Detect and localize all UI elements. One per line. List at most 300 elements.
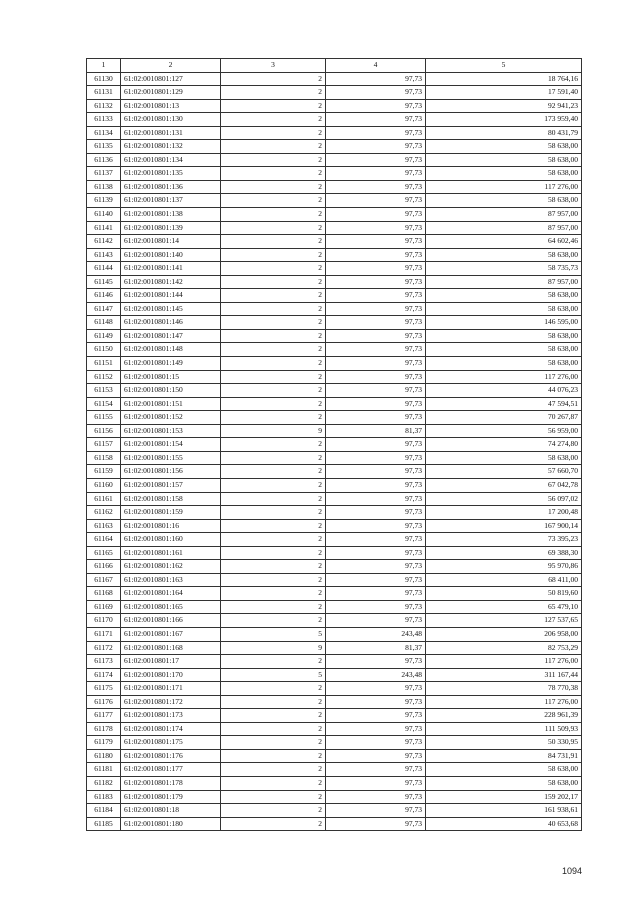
table-cell-col-2: 61:02:0010801:152 xyxy=(121,411,221,425)
table-cell-col-4: 97,73 xyxy=(326,817,426,831)
table-row xyxy=(87,451,582,465)
table-cell-col-2: 61:02:0010801:129 xyxy=(121,86,221,100)
table-cell-col-2: 61:02:0010801:157 xyxy=(121,478,221,492)
table-row xyxy=(87,384,582,398)
table-cell-col-4: 97,73 xyxy=(326,790,426,804)
table-cell-col-2: 61:02:0010801:144 xyxy=(121,289,221,303)
table-cell-col-1: 61182 xyxy=(87,776,121,790)
table-cell-col-5: 92 941,23 xyxy=(426,99,582,113)
table-cell-col-5: 58 638,00 xyxy=(426,248,582,262)
table-cell-col-2: 61:02:0010801:16 xyxy=(121,519,221,533)
table-cell-col-3: 2 xyxy=(221,533,326,547)
table-cell-col-1: 61165 xyxy=(87,546,121,560)
table-cell-col-5: 70 267,87 xyxy=(426,411,582,425)
table-cell-col-4: 81,37 xyxy=(326,424,426,438)
table-cell-col-1: 61164 xyxy=(87,533,121,547)
table-cell-col-2: 61:02:0010801:137 xyxy=(121,194,221,208)
table-cell-col-5: 84 731,91 xyxy=(426,749,582,763)
table-cell-col-4: 97,73 xyxy=(326,614,426,628)
table-row xyxy=(87,749,582,763)
table-cell-col-3: 2 xyxy=(221,397,326,411)
table-row xyxy=(87,113,582,127)
table-cell-col-3: 2 xyxy=(221,478,326,492)
table-cell-col-1: 61161 xyxy=(87,492,121,506)
table-cell-col-3: 2 xyxy=(221,370,326,384)
table-cell-col-4: 97,73 xyxy=(326,167,426,181)
table-cell-col-4: 97,73 xyxy=(326,397,426,411)
table-row xyxy=(87,722,582,736)
table-cell-col-4: 243,48 xyxy=(326,627,426,641)
table-cell-col-3: 2 xyxy=(221,451,326,465)
table-cell-col-1: 61142 xyxy=(87,235,121,249)
table-cell-col-5: 87 957,00 xyxy=(426,208,582,222)
table-cell-col-5: 87 957,00 xyxy=(426,221,582,235)
table-cell-col-5: 206 958,00 xyxy=(426,627,582,641)
table-cell-col-5: 56 959,00 xyxy=(426,424,582,438)
table-cell-col-2: 61:02:0010801:165 xyxy=(121,600,221,614)
table-cell-col-5: 58 638,00 xyxy=(426,763,582,777)
table-row xyxy=(87,573,582,587)
table-cell-col-1: 61185 xyxy=(87,817,121,831)
table-cell-col-5: 95 970,86 xyxy=(426,560,582,574)
table-cell-col-3: 2 xyxy=(221,736,326,750)
table-cell-col-3: 2 xyxy=(221,316,326,330)
table-cell-col-3: 2 xyxy=(221,465,326,479)
table-cell-col-5: 173 959,40 xyxy=(426,113,582,127)
table-cell-col-1: 61145 xyxy=(87,275,121,289)
table-cell-col-4: 97,73 xyxy=(326,289,426,303)
table-cell-col-2: 61:02:0010801:134 xyxy=(121,153,221,167)
table-cell-col-1: 61158 xyxy=(87,451,121,465)
table-cell-col-2: 61:02:0010801:138 xyxy=(121,208,221,222)
table-cell-col-5: 161 938,61 xyxy=(426,804,582,818)
table-cell-col-4: 97,73 xyxy=(326,804,426,818)
table-cell-col-3: 2 xyxy=(221,275,326,289)
table-row xyxy=(87,804,582,818)
table-row xyxy=(87,153,582,167)
table-cell-col-3: 2 xyxy=(221,438,326,452)
table-cell-col-3: 2 xyxy=(221,248,326,262)
table-cell-col-1: 61162 xyxy=(87,506,121,520)
table-cell-col-4: 97,73 xyxy=(326,546,426,560)
table-cell-col-3: 2 xyxy=(221,208,326,222)
table-cell-col-5: 58 638,00 xyxy=(426,329,582,343)
table-cell-col-3: 2 xyxy=(221,804,326,818)
table-row xyxy=(87,275,582,289)
table-cell-col-5: 50 819,60 xyxy=(426,587,582,601)
table-cell-col-2: 61:02:0010801:145 xyxy=(121,302,221,316)
table-cell-col-4: 97,73 xyxy=(326,763,426,777)
table-cell-col-2: 61:02:0010801:154 xyxy=(121,438,221,452)
table-cell-col-3: 2 xyxy=(221,126,326,140)
table-cell-col-5: 82 753,29 xyxy=(426,641,582,655)
table-cell-col-5: 58 638,00 xyxy=(426,194,582,208)
table-cell-col-3: 2 xyxy=(221,722,326,736)
table-cell-col-3: 2 xyxy=(221,411,326,425)
table-cell-col-3: 2 xyxy=(221,560,326,574)
table-cell-col-2: 61:02:0010801:180 xyxy=(121,817,221,831)
column-header-5: 5 xyxy=(426,59,582,73)
table-cell-col-2: 61:02:0010801:171 xyxy=(121,682,221,696)
table-cell-col-1: 61156 xyxy=(87,424,121,438)
table-cell-col-5: 117 276,00 xyxy=(426,695,582,709)
table-cell-col-3: 9 xyxy=(221,641,326,655)
table-row xyxy=(87,478,582,492)
table-cell-col-4: 97,73 xyxy=(326,316,426,330)
table-cell-col-3: 2 xyxy=(221,194,326,208)
table-cell-col-1: 61184 xyxy=(87,804,121,818)
table-cell-col-3: 2 xyxy=(221,790,326,804)
table-cell-col-1: 61139 xyxy=(87,194,121,208)
table-cell-col-1: 61136 xyxy=(87,153,121,167)
table-cell-col-3: 2 xyxy=(221,72,326,86)
table-cell-col-3: 2 xyxy=(221,221,326,235)
table-row xyxy=(87,424,582,438)
table-cell-col-3: 2 xyxy=(221,384,326,398)
table-cell-col-5: 58 638,00 xyxy=(426,357,582,371)
table-cell-col-1: 61170 xyxy=(87,614,121,628)
page-number: 1094 xyxy=(561,866,582,876)
table-cell-col-3: 2 xyxy=(221,709,326,723)
table-row xyxy=(87,438,582,452)
table-cell-col-3: 2 xyxy=(221,140,326,154)
table-cell-col-1: 61153 xyxy=(87,384,121,398)
table-cell-col-2: 61:02:0010801:17 xyxy=(121,655,221,669)
table-cell-col-5: 65 479,10 xyxy=(426,600,582,614)
table-row xyxy=(87,289,582,303)
table-cell-col-2: 61:02:0010801:149 xyxy=(121,357,221,371)
table-cell-col-1: 61175 xyxy=(87,682,121,696)
table-cell-col-5: 56 097,02 xyxy=(426,492,582,506)
table-cell-col-2: 61:02:0010801:131 xyxy=(121,126,221,140)
table-cell-col-1: 61159 xyxy=(87,465,121,479)
table-cell-col-3: 2 xyxy=(221,262,326,276)
table-cell-col-4: 97,73 xyxy=(326,99,426,113)
table-cell-col-5: 17 200,48 xyxy=(426,506,582,520)
table-cell-col-1: 61177 xyxy=(87,709,121,723)
table-cell-col-3: 2 xyxy=(221,167,326,181)
table-cell-col-4: 97,73 xyxy=(326,113,426,127)
table-cell-col-5: 117 276,00 xyxy=(426,370,582,384)
table-cell-col-4: 97,73 xyxy=(326,208,426,222)
table-row xyxy=(87,560,582,574)
table-cell-col-5: 228 961,39 xyxy=(426,709,582,723)
table-cell-col-4: 97,73 xyxy=(326,736,426,750)
table-cell-col-4: 97,73 xyxy=(326,343,426,357)
table-cell-col-1: 61176 xyxy=(87,695,121,709)
table-cell-col-2: 61:02:0010801:153 xyxy=(121,424,221,438)
table-cell-col-2: 61:02:0010801:136 xyxy=(121,180,221,194)
table-cell-col-3: 2 xyxy=(221,519,326,533)
table-cell-col-2: 61:02:0010801:179 xyxy=(121,790,221,804)
table-cell-col-4: 97,73 xyxy=(326,302,426,316)
table-row xyxy=(87,506,582,520)
table-cell-col-2: 61:02:0010801:175 xyxy=(121,736,221,750)
data-table xyxy=(86,58,582,831)
table-cell-col-1: 61137 xyxy=(87,167,121,181)
table-cell-col-2: 61:02:0010801:148 xyxy=(121,343,221,357)
table-cell-col-2: 61:02:0010801:160 xyxy=(121,533,221,547)
table-row xyxy=(87,99,582,113)
table-row xyxy=(87,655,582,669)
table-cell-col-1: 61132 xyxy=(87,99,121,113)
table-cell-col-2: 61:02:0010801:150 xyxy=(121,384,221,398)
table-cell-col-2: 61:02:0010801:163 xyxy=(121,573,221,587)
table-cell-col-2: 61:02:0010801:139 xyxy=(121,221,221,235)
table-cell-col-1: 61152 xyxy=(87,370,121,384)
table-row xyxy=(87,546,582,560)
table-cell-col-3: 2 xyxy=(221,180,326,194)
table-cell-col-5: 58 638,00 xyxy=(426,302,582,316)
table-cell-col-5: 67 042,78 xyxy=(426,478,582,492)
table-cell-col-4: 97,73 xyxy=(326,370,426,384)
table-row xyxy=(87,695,582,709)
table-cell-col-2: 61:02:0010801:164 xyxy=(121,587,221,601)
table-row xyxy=(87,329,582,343)
table-cell-col-1: 61143 xyxy=(87,248,121,262)
table-cell-col-2: 61:02:0010801:177 xyxy=(121,763,221,777)
table-cell-col-2: 61:02:0010801:14 xyxy=(121,235,221,249)
table-row xyxy=(87,86,582,100)
table-cell-col-4: 97,73 xyxy=(326,86,426,100)
table-row xyxy=(87,72,582,86)
table-cell-col-5: 69 388,30 xyxy=(426,546,582,560)
table-cell-col-5: 58 638,00 xyxy=(426,140,582,154)
table-cell-col-2: 61:02:0010801:140 xyxy=(121,248,221,262)
table-cell-col-5: 58 638,00 xyxy=(426,289,582,303)
table-row xyxy=(87,763,582,777)
table-cell-col-3: 2 xyxy=(221,153,326,167)
table-cell-col-2: 61:02:0010801:170 xyxy=(121,668,221,682)
table-cell-col-3: 5 xyxy=(221,668,326,682)
table-row xyxy=(87,790,582,804)
table-row xyxy=(87,370,582,384)
table-row xyxy=(87,600,582,614)
table-cell-col-3: 2 xyxy=(221,614,326,628)
table-cell-col-1: 61173 xyxy=(87,655,121,669)
table-cell-col-2: 61:02:0010801:155 xyxy=(121,451,221,465)
table-cell-col-4: 97,73 xyxy=(326,749,426,763)
table-cell-col-2: 61:02:0010801:159 xyxy=(121,506,221,520)
table-cell-col-4: 97,73 xyxy=(326,153,426,167)
table-cell-col-4: 97,73 xyxy=(326,262,426,276)
table-cell-col-4: 97,73 xyxy=(326,519,426,533)
column-header-4: 4 xyxy=(326,59,426,73)
table-cell-col-5: 50 330,95 xyxy=(426,736,582,750)
table-cell-col-5: 127 537,65 xyxy=(426,614,582,628)
table-cell-col-3: 2 xyxy=(221,235,326,249)
table-cell-col-5: 78 770,38 xyxy=(426,682,582,696)
table-cell-col-5: 80 431,79 xyxy=(426,126,582,140)
table-cell-col-2: 61:02:0010801:18 xyxy=(121,804,221,818)
table-cell-col-3: 2 xyxy=(221,329,326,343)
table-cell-col-4: 97,73 xyxy=(326,126,426,140)
table-cell-col-5: 68 411,00 xyxy=(426,573,582,587)
table-row xyxy=(87,533,582,547)
table-cell-col-2: 61:02:0010801:167 xyxy=(121,627,221,641)
table-cell-col-1: 61134 xyxy=(87,126,121,140)
table-cell-col-4: 97,73 xyxy=(326,682,426,696)
table-cell-col-4: 97,73 xyxy=(326,451,426,465)
table-cell-col-4: 97,73 xyxy=(326,695,426,709)
table-row xyxy=(87,587,582,601)
table-cell-col-1: 61179 xyxy=(87,736,121,750)
table-row xyxy=(87,302,582,316)
table-row xyxy=(87,357,582,371)
table-cell-col-4: 97,73 xyxy=(326,72,426,86)
table-cell-col-2: 61:02:0010801:168 xyxy=(121,641,221,655)
table-cell-col-1: 61172 xyxy=(87,641,121,655)
table-cell-col-3: 2 xyxy=(221,289,326,303)
table-cell-col-2: 61:02:0010801:132 xyxy=(121,140,221,154)
table-cell-col-5: 159 202,17 xyxy=(426,790,582,804)
table-cell-col-5: 58 638,00 xyxy=(426,451,582,465)
table-row xyxy=(87,262,582,276)
table-cell-col-5: 47 594,51 xyxy=(426,397,582,411)
table-cell-col-3: 2 xyxy=(221,573,326,587)
column-header-3: 3 xyxy=(221,59,326,73)
table-cell-col-4: 97,73 xyxy=(326,478,426,492)
table-cell-col-2: 61:02:0010801:141 xyxy=(121,262,221,276)
table-cell-col-1: 61147 xyxy=(87,302,121,316)
table-cell-col-4: 81,37 xyxy=(326,641,426,655)
table-cell-col-4: 97,73 xyxy=(326,492,426,506)
table-cell-col-4: 97,73 xyxy=(326,438,426,452)
table-cell-col-2: 61:02:0010801:142 xyxy=(121,275,221,289)
table-row xyxy=(87,235,582,249)
table-cell-col-5: 167 900,14 xyxy=(426,519,582,533)
table-row xyxy=(87,343,582,357)
column-header-1: 1 xyxy=(87,59,121,73)
table-row xyxy=(87,316,582,330)
table-cell-col-1: 61146 xyxy=(87,289,121,303)
table-cell-col-1: 61160 xyxy=(87,478,121,492)
table-row xyxy=(87,126,582,140)
table-cell-col-5: 58 638,00 xyxy=(426,153,582,167)
table-cell-col-4: 97,73 xyxy=(326,194,426,208)
table-cell-col-5: 40 653,68 xyxy=(426,817,582,831)
table-cell-col-2: 61:02:0010801:173 xyxy=(121,709,221,723)
table-cell-col-5: 57 660,70 xyxy=(426,465,582,479)
table-row xyxy=(87,411,582,425)
table-cell-col-4: 97,73 xyxy=(326,709,426,723)
table-cell-col-2: 61:02:0010801:127 xyxy=(121,72,221,86)
table-cell-col-3: 2 xyxy=(221,776,326,790)
table-cell-col-3: 2 xyxy=(221,357,326,371)
table-cell-col-5: 73 395,23 xyxy=(426,533,582,547)
table-row xyxy=(87,492,582,506)
table-cell-col-3: 2 xyxy=(221,655,326,669)
table-cell-col-2: 61:02:0010801:161 xyxy=(121,546,221,560)
table-cell-col-5: 58 638,00 xyxy=(426,343,582,357)
table-cell-col-3: 2 xyxy=(221,492,326,506)
table-cell-col-4: 97,73 xyxy=(326,221,426,235)
table-cell-col-1: 61163 xyxy=(87,519,121,533)
table-cell-col-1: 61131 xyxy=(87,86,121,100)
column-header-2: 2 xyxy=(121,59,221,73)
table-cell-col-3: 2 xyxy=(221,506,326,520)
table-cell-col-1: 61135 xyxy=(87,140,121,154)
table-cell-col-2: 61:02:0010801:174 xyxy=(121,722,221,736)
table-row xyxy=(87,709,582,723)
table-cell-col-3: 2 xyxy=(221,682,326,696)
table-cell-col-1: 61166 xyxy=(87,560,121,574)
table-cell-col-2: 61:02:0010801:172 xyxy=(121,695,221,709)
table-cell-col-2: 61:02:0010801:13 xyxy=(121,99,221,113)
table-row xyxy=(87,682,582,696)
table-cell-col-3: 5 xyxy=(221,627,326,641)
table-cell-col-3: 9 xyxy=(221,424,326,438)
table-cell-col-2: 61:02:0010801:162 xyxy=(121,560,221,574)
table-cell-col-4: 97,73 xyxy=(326,600,426,614)
table-cell-col-1: 61130 xyxy=(87,72,121,86)
table-cell-col-1: 61133 xyxy=(87,113,121,127)
table-cell-col-4: 97,73 xyxy=(326,248,426,262)
table-body xyxy=(87,72,582,831)
table-cell-col-1: 61141 xyxy=(87,221,121,235)
table-row xyxy=(87,519,582,533)
table-cell-col-2: 61:02:0010801:151 xyxy=(121,397,221,411)
table-cell-col-1: 61150 xyxy=(87,343,121,357)
table-cell-col-2: 61:02:0010801:135 xyxy=(121,167,221,181)
table-row xyxy=(87,614,582,628)
table-cell-col-1: 61154 xyxy=(87,397,121,411)
table-cell-col-3: 2 xyxy=(221,749,326,763)
table-cell-col-4: 97,73 xyxy=(326,587,426,601)
table-cell-col-4: 97,73 xyxy=(326,140,426,154)
table-cell-col-4: 97,73 xyxy=(326,722,426,736)
table-cell-col-2: 61:02:0010801:130 xyxy=(121,113,221,127)
table-cell-col-4: 97,73 xyxy=(326,329,426,343)
table-cell-col-4: 97,73 xyxy=(326,357,426,371)
table-cell-col-2: 61:02:0010801:176 xyxy=(121,749,221,763)
table-cell-col-3: 2 xyxy=(221,86,326,100)
table-cell-col-2: 61:02:0010801:178 xyxy=(121,776,221,790)
table-row xyxy=(87,167,582,181)
table-cell-col-2: 61:02:0010801:146 xyxy=(121,316,221,330)
table-cell-col-1: 61183 xyxy=(87,790,121,804)
table-row xyxy=(87,180,582,194)
table-cell-col-1: 61157 xyxy=(87,438,121,452)
table-cell-col-1: 61167 xyxy=(87,573,121,587)
table-cell-col-1: 61178 xyxy=(87,722,121,736)
table-cell-col-1: 61180 xyxy=(87,749,121,763)
table-cell-col-4: 97,73 xyxy=(326,411,426,425)
table-cell-col-1: 61151 xyxy=(87,357,121,371)
table-cell-col-3: 2 xyxy=(221,817,326,831)
table-cell-col-3: 2 xyxy=(221,343,326,357)
table-cell-col-1: 61140 xyxy=(87,208,121,222)
table-cell-col-1: 61181 xyxy=(87,763,121,777)
table-row xyxy=(87,194,582,208)
table-cell-col-3: 2 xyxy=(221,695,326,709)
table-cell-col-1: 61168 xyxy=(87,587,121,601)
table-cell-col-3: 2 xyxy=(221,546,326,560)
table-cell-col-1: 61148 xyxy=(87,316,121,330)
table-row xyxy=(87,627,582,641)
table-row xyxy=(87,776,582,790)
table-row xyxy=(87,736,582,750)
table-cell-col-4: 97,73 xyxy=(326,533,426,547)
table-cell-col-5: 58 735,73 xyxy=(426,262,582,276)
table-row xyxy=(87,248,582,262)
table-row xyxy=(87,668,582,682)
table-cell-col-3: 2 xyxy=(221,302,326,316)
table-row xyxy=(87,397,582,411)
table-cell-col-1: 61155 xyxy=(87,411,121,425)
table-cell-col-1: 61169 xyxy=(87,600,121,614)
table-cell-col-5: 18 764,16 xyxy=(426,72,582,86)
